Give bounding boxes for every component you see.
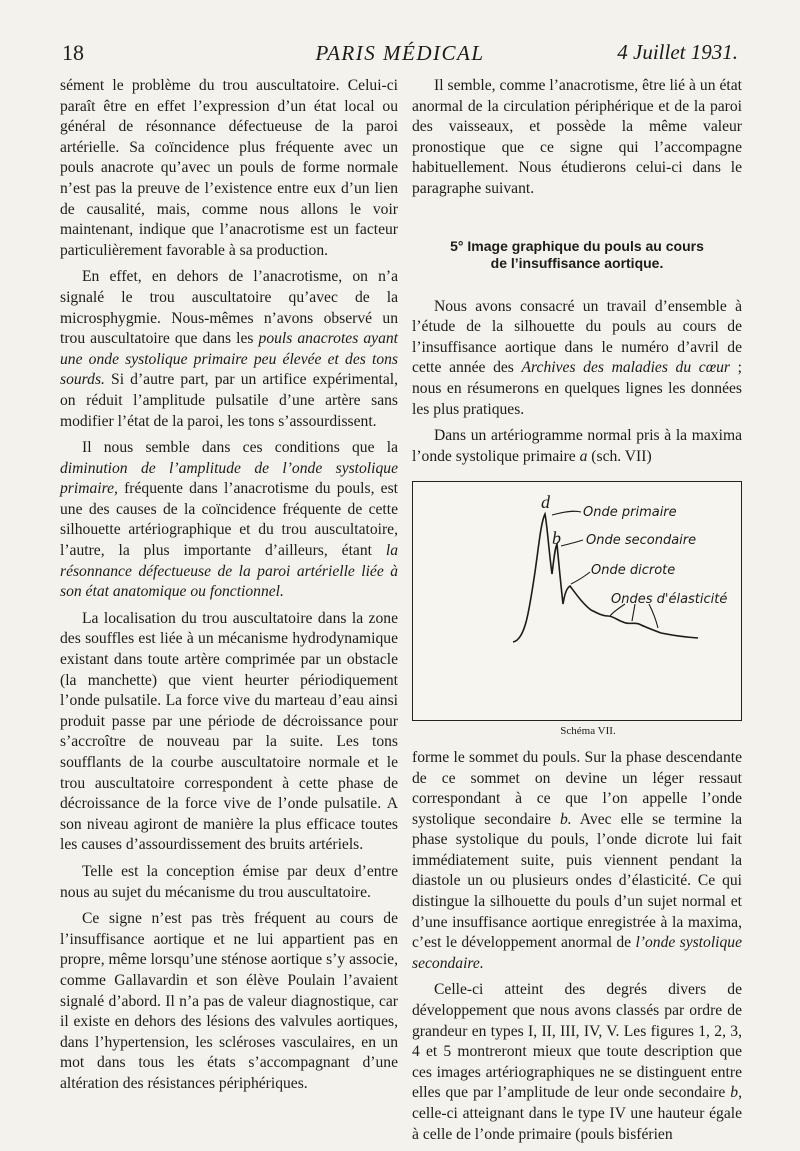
- section-heading: [412, 238, 742, 272]
- text-run: Celle-ci atteint des degrés divers de développement que nous avons classés par ordre de grandeur en types I, II, III, IV, V. Les figures 1, 2, 3, 4 et 5 montreront mieux que toute description que ces images artériographiques ne se distinguent entre elles que par l’amplitude de leur onde secondaire: [412, 981, 742, 1102]
- text-run: ; nous en résumerons en quelques lignes les données les plus pratiques.: [412, 359, 742, 418]
- text-run: (sch. VII): [587, 447, 652, 465]
- letter-d: d: [541, 492, 550, 513]
- emphasis: la résonnance défectueuse de la paroi artérielle liée à son état anatomique ou fonctionnel.: [60, 542, 398, 601]
- paragraph: [60, 438, 398, 603]
- journal-title: PARIS MÉDICAL: [315, 41, 485, 65]
- label-onde-secondaire: Onde secondaire: [586, 533, 697, 549]
- emphasis: b,: [730, 1084, 742, 1102]
- paragraph: sément le problème du trou auscultatoire. Celui-ci paraît être en effet l’expression d’un état local ou général de résonnance défectueuse de la paroi artérielle. Sa coïncidence plus fréquente avec un pouls anacrote qu’avec un pouls de forme normale n’est pas la preuve de l’existence entre eux d’un lien de causalité, mais, comme nous allons le voir maintenant, indique que l’anacrotisme est un facteur particulièrement favorable à sa production.: [60, 77, 398, 259]
- issue-date: 4 Juillet 1931.: [617, 40, 738, 64]
- pulse-diagram: [412, 481, 742, 721]
- heading-line: 5° Image graphique du pouls au cours: [450, 237, 704, 254]
- paragraph: La localisation du trou auscultatoire dans la zone des souffles est liée à un mécanisme hydrodynamique existant dans toute artère comprimée par un obstacle (la manchette) que vient heurter périodiquement l’onde pulsatile. La force vive du marteau d’eau ainsi produit passe par une période de décroissance pour s’accroître de nouveau par la suite. Les tons soufflants de la courbe auscultatoire normale et le trou auscultatoire correspondent à cette phase de décroissance de la force vive de l’onde pulsatile. A son niveau agiront de manière la plus efficace toutes les causes d’assourdissement des bruits artériels.: [60, 609, 398, 854]
- pointer-dicrote: [571, 572, 590, 584]
- paragraph: [412, 297, 742, 421]
- text-run: En effet, en dehors de l’anacrotisme, on n’a signalé le trou auscultatoire qu’avec de la microsphygmie. Nous-mêmes n’avons observé un trou auscultatoire que dans les: [60, 268, 398, 348]
- page-number: 18: [62, 40, 84, 65]
- paragraph: Ce signe n’est pas très fréquent au cours de l’insuffisance aortique et ne lui appartient pas en propre, même lorsqu’une sténose aortique s’y associe, comme Gallavardin et son élève Poulain l’avaient signalé d’abord. Il n’a pas de valeur diagnostique, car il existe en dehors des lésions des valvules aortiques, dans l’hypertension, les scléroses vasculaires, en un mot dans tous les états s’accompagnant d’une altération des résistances périphériques.: [60, 910, 398, 1092]
- text-run: celle-ci atteignant dans le type IV une hauteur égale à celle de l’onde primaire (pouls bisférien: [412, 1105, 742, 1143]
- text-run: fréquente dans l’anacrotisme du pouls, est une des causes de la coïncidence fréquente de cette silhouette artériographique et du trou auscultatoire, l’autre, la plus importante d’ailleurs, étant: [60, 480, 398, 560]
- heading-line: de l’insuffisance aortique.: [490, 254, 664, 271]
- paragraph: [412, 980, 742, 1145]
- pulse-curve-svg: [413, 482, 740, 719]
- page-header: [62, 40, 738, 74]
- paragraph: [412, 748, 742, 975]
- emphasis: diminution de l’amplitude de l’onde systolique primaire,: [60, 459, 398, 498]
- pointer-primaire: [552, 512, 581, 516]
- emphasis: b.: [559, 810, 572, 828]
- emphasis: Archives des maladies du cœur: [521, 359, 730, 377]
- label-onde-primaire: Onde primaire: [583, 505, 677, 521]
- emphasis: l’onde systolique secondaire.: [412, 934, 742, 972]
- text-run: forme le sommet du pouls. Sur la phase descendante de ce sommet on devine un léger ressaut correspondant à ce que l’on appelle l’onde systolique secondaire: [412, 748, 742, 828]
- text-run: Il nous semble dans ces conditions que la: [82, 439, 398, 457]
- paragraph: [412, 426, 742, 467]
- emphasis: a: [579, 447, 588, 465]
- pointer-elasticite-3: [649, 604, 658, 628]
- letter-b: b: [552, 528, 561, 549]
- text-run: Nous avons consacré un travail d’ensemble à l’étude de la silhouette du pouls au cours de l’insuffisance aortique dans le numéro d’avril de cette année des: [412, 297, 742, 377]
- label-ondes-elasticite: Ondes d'élasticité: [611, 592, 728, 608]
- paragraph: [60, 267, 398, 432]
- text-run: Avec elle se termine la phase systolique du pouls, l’onde dicrote lui fait immédiatement suite, puis viennent pendant la diastole un ou plusieurs ondes d’élasticité. Ce qui distingue la silhouette du pouls d’un sujet normal et d’une insuffisance aortique enregistrée à la maxima, c’est le développement anormal de: [412, 810, 742, 952]
- right-column: [412, 76, 742, 1151]
- paragraph: Il semble, comme l’anacrotisme, être lié à un état anormal de la circulation périphérique et de la paroi des vaisseaux, et possède la même valeur pronostique que ce signe qui l’accompagne habituellement. Nous étudierons celui-ci dans le paragraphe suivant.: [412, 77, 742, 197]
- paragraph: Telle est la conception émise par deux d’entre nous au sujet du mécanisme du trou auscultatoire.: [60, 862, 398, 901]
- emphasis: pouls anacrotes ayant une onde systolique primaire peu élevée et des tons sourds.: [60, 330, 398, 389]
- text-run: Si d’autre part, par un artifice expérimental, on réduit l’amplitude pulsatile d’une artère sans modifier l’état de la paroi, les tons s’assourdissent.: [60, 371, 398, 430]
- label-onde-dicrote: Onde dicrote: [591, 563, 676, 579]
- pointer-secondaire: [561, 540, 583, 546]
- figure-caption: Schéma VII.: [560, 725, 616, 738]
- text-run: Dans un artériogramme normal pris à la maxima l’onde systolique primaire: [412, 427, 742, 465]
- left-column: [60, 76, 398, 1101]
